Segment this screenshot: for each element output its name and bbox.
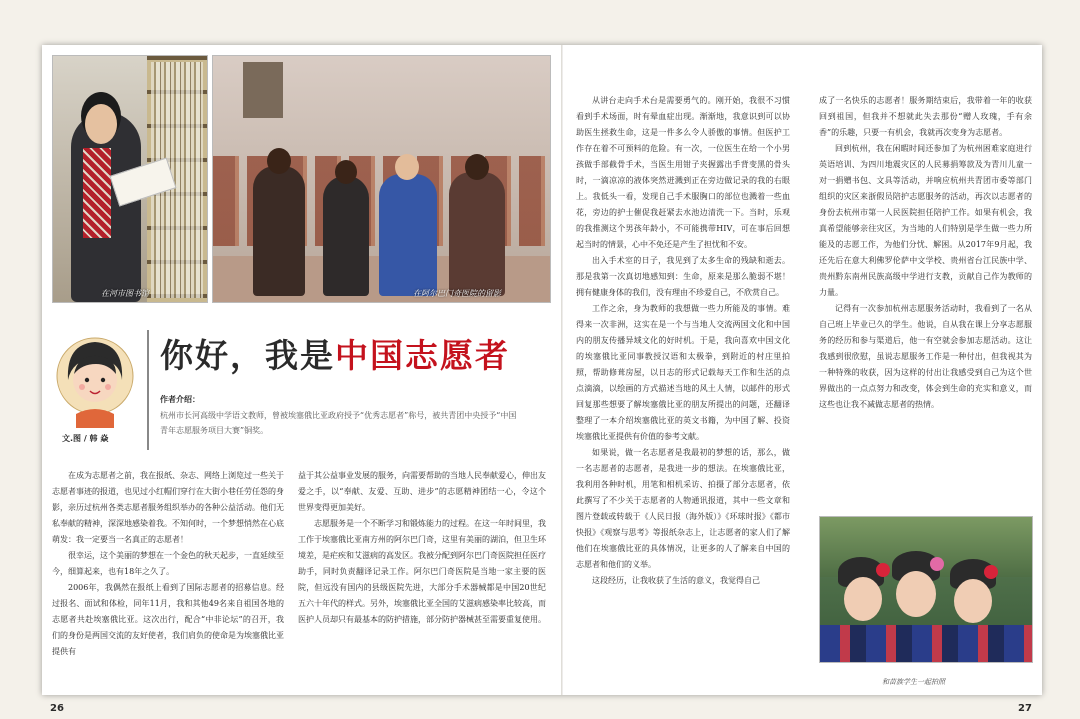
- article-title: [160, 330, 510, 377]
- paragraph: 如果说，做一名志愿者是我最初的梦想的话，那么，做一名志愿者的志愿者，是我进一步的想法。在埃塞俄比亚，我利用各种时机，用笔和相机采访、拍摄了部分志愿者，依此撰写了不少关于志愿者的人物通讯报道，其中一些文章和图片登载或转载于《人民日报（海外版）》《环球时报》《都市快报》《观察与思考》等报纸杂志上，让志愿者的家人们了解他们在埃塞俄比亚的具体情况，让更多的人了解来自中国的志愿者和他们的义举。: [576, 448, 790, 569]
- title-divider: [147, 330, 149, 450]
- paragraph: 记得有一次参加杭州志愿服务活动时，我看到了一名从自己班上毕业已久的学生。他说，自从我在课上分享志愿服务的经历和参与渠道后，他一有空就会参加志愿活动。这让我感到很欣慰，虽说志愿服务工作是一种付出，但我视其为一种特殊的收获，因为这样的付出让我感受到自己为这个世界做出的一点点努力和改变，体会到生命的充实和意义，而这些也让我不减做志愿者的热情。: [819, 304, 1032, 409]
- paragraph: 2006年，我偶然在报纸上看到了国际志愿者的招募信息。经过报名、面试和体检，同年11月，我和其他49名来自祖国各地的志愿者共赴埃塞俄比亚。这次出行，配合“中非论坛”的召开，我们的身份是两国交流的友好使者，我们肩负的使命是为埃塞俄比亚提供有: [52, 583, 284, 656]
- page-number-right: 27: [1018, 703, 1032, 714]
- body-column-2: [298, 468, 546, 688]
- title-black-part: 你好，我是: [160, 336, 335, 375]
- library-photo: [52, 55, 208, 303]
- paragraph: 出入手术室的日子，我见到了太多生命的残缺和逝去。那是我第一次真切地感知到：生命，原来是那么脆弱不堪！拥有健康身体的我们，没有理由不珍爱自己，不欣赏自己。: [576, 256, 790, 297]
- author-bio: 杭州市长河高级中学语文教师，曾被埃塞俄比亚政府授予“优秀志愿者”称号，被共青团中央授予“中国青年志愿服务项目大赛”铜奖。: [160, 411, 517, 435]
- paragraph: 很幸运，这个美丽的梦想在一个金色的秋天起步，一直延续至今，细算起来，也有18年之久了。: [52, 551, 284, 576]
- paragraph: 回到杭州，我在闲暇时间还参加了为杭州困难家庭进行英语培训、为四川地震灾区的人民募捐筹款及为青川儿童一对一捐赠书包、文具等活动，并响应杭州共青团市委等部门组织的灾区来浙假员陪护志愿服务的活动，再次以志愿者的身份去杭州市第一人民医院担任陪护工作。如果有机会，我真希望能够亲往灾区，为当地的人们特别是学生做一些力所能及的志愿工作，为他们分忧、解困。从2017年9月起，我还先后在意大利佛罗伦萨中文学校、贵州省台江民族中学、贵州黔东南州民族高级中学进行支教，贡献自己作为教师的力量。: [819, 144, 1032, 297]
- group-photo: [212, 55, 551, 303]
- library-photo-caption: 在河市图书馆: [101, 289, 149, 298]
- title-red-part: 中国志愿者: [335, 336, 510, 375]
- paragraph: 志愿服务是一个不断学习和锻炼能力的过程。在这一年时间里，我工作于埃塞俄比亚南方州的阿尔巴门奇，这里有美丽的湖泊，但卫生环境差，是疟疾和艾滋病的高发区。我被分配到阿尔巴门奇医院担任医疗助手，同时负责翻译记录工作。阿尔巴门奇医院是当地一家主要的医院，但远没有国内的县级医院先进，大部分手术器械都是中国20世纪五六十年代的样式。另外，埃塞俄比亚全国的艾滋病感染率比较高，而医护人员却只有最基本的防护措施，部分防护器械甚至需要重复使用。: [298, 519, 546, 624]
- body-column-4: [819, 93, 1032, 523]
- author-avatar: [54, 330, 136, 430]
- paragraph: 从讲台走向手术台是需要勇气的。刚开始，我很不习惯看到手术场面，时有晕血症出现。渐渐地，我意识到可以协助医生拯救生命，这是一件多么令人骄傲的事情。但医护工作存在着不可预料的危险。有一次，一位医生在给一个小男孩做手部截骨手术，当医生用钳子夹握露出手背变黑的骨头时，一滴凉凉的液体突然迸溅到正在旁边做记录的我的右眼上。我低头一看，发现自己手术服胸口的部位也溅着一些血花，旁边的护士催促我赶紧去水池边清洗一下。当时，乐观的我推测这个男孩年龄小，不可能携带HIV，可在事后回想起当时的情景，心中不免还是产生了担忧和不安。: [576, 96, 790, 249]
- students-photo-caption: 和苗族学生一起拍照: [882, 678, 945, 686]
- paragraph: 成了一名快乐的志愿者！服务期结束后，我带着一年的收获回到祖国，但我并不想就此失去那份“赠人玫瑰，手有余香”的乐趣，只要一有机会，我就再次变身为志愿者。: [819, 96, 1032, 137]
- body-column-3: [576, 93, 790, 689]
- page-number-left: 26: [50, 703, 64, 714]
- author-heading: 作者介绍：: [160, 395, 200, 404]
- body-column-1: [52, 468, 284, 688]
- students-photo: [819, 516, 1033, 663]
- paragraph: 益于其公益事业发展的服务，向需要帮助的当地人民奉献爱心，伸出友爱之手，以“奉献、友爱、互助、进步”的志愿精神团结一心，令这个世界变得更加美好。: [298, 471, 546, 512]
- paragraph: 在成为志愿者之前，我在报纸、杂志、网络上浏览过一些关于志愿者事迹的报道，也见过小红帽们穿行在大街小巷任劳任怨的身影，亲历过杭州各类志愿者服务组织举办的各种公益活动。他们无私奉献的精神，深深地感染着我。不知何时，一个梦想悄然在心底萌发：我一定要当一名真正的志愿者！: [52, 471, 284, 544]
- magazine-spread: [42, 45, 1042, 695]
- page-fold: [561, 45, 563, 695]
- paragraph: 工作之余，身为教师的我想做一些力所能及的事情。难得来一次非洲，这实在是一个与当地人交流两国文化和中国内的朋友传播异域文化的好时机。于是，我向喜欢中国文化的埃塞俄比亚同事教授汉语和太极拳，到附近的村庄里拍照，帮助修葺房屋，以日志的形式记载每天工作和生活的点点滴滴，以绘画的方式描述当地的风土人情，以邮件的形式回复那些想要了解埃塞俄比亚的朋友所提出的问题，还翻译整理了一本介绍埃塞俄比亚的英文书籍，为中国了解、投资埃塞俄比亚提供有价值的参考文献。: [576, 304, 790, 441]
- paragraph: 这段经历，让我收获了生活的意义，我觉得自己: [592, 576, 760, 585]
- byline: 文.图 / 韩 焱: [62, 434, 109, 443]
- group-photo-caption: 在阿尔巴门奇医院的留影: [413, 289, 501, 298]
